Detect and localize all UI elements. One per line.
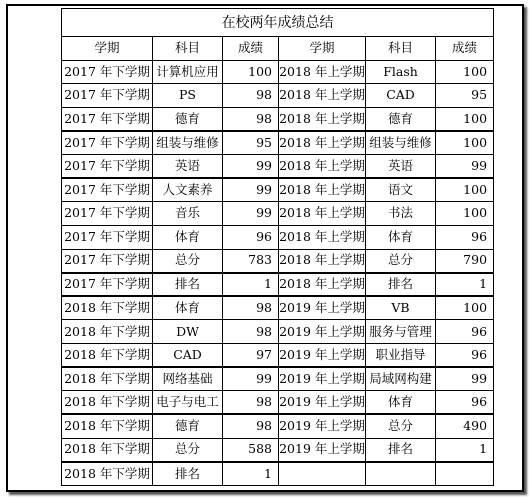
table-cell: 1 [223,462,279,486]
table-cell: 人文素养 [153,178,223,202]
table-cell: 局域网构建 [366,367,436,391]
header-cell: 学期 [279,37,366,61]
table-row [62,131,494,155]
table-cell: Flash [366,60,436,84]
table-row [62,178,494,202]
table-cell: 2018 年下学期 [62,367,153,391]
table-cell: 96 [436,226,494,250]
table-cell: 99 [223,202,279,226]
table-cell: 2017 年下学期 [62,107,153,131]
table-cell: 96 [436,344,494,368]
table-cell: 总分 [153,249,223,273]
table-cell: 95 [223,131,279,155]
table-cell: CAD [366,84,436,108]
table-cell: 总分 [366,249,436,273]
table-cell: 2018 年上学期 [279,178,366,202]
table-row [62,226,494,250]
table-cell: 2018 年上学期 [279,60,366,84]
table-cell: VB [366,296,436,320]
table-cell: 排名 [153,462,223,486]
table-row [62,391,494,415]
table-row [62,344,494,368]
table-cell: 2018 年下学期 [62,391,153,415]
table-title: 在校两年成绩总结 [62,9,494,37]
table-cell: 2017 年下学期 [62,249,153,273]
table-cell: 2018 年上学期 [279,273,366,297]
table-row [62,84,494,108]
table-cell: 98 [223,414,279,438]
table-cell: 98 [223,107,279,131]
table-cell: 总分 [366,414,436,438]
table-cell: 100 [436,107,494,131]
table-cell: 2017 年下学期 [62,178,153,202]
table-cell: 96 [436,320,494,344]
table-row [62,249,494,273]
table-row [62,367,494,391]
table-cell: 网络基础 [153,367,223,391]
table-cell: 2019 年上学期 [279,320,366,344]
table-cell: 体育 [153,226,223,250]
table-cell: 2018 年下学期 [62,344,153,368]
table-cell: 95 [436,84,494,108]
table-cell: 2017 年下学期 [62,60,153,84]
table-cell: 790 [436,249,494,273]
table-row [62,202,494,226]
table-cell: 英语 [366,155,436,179]
table-row [62,414,494,438]
header-row [62,37,494,61]
table-cell: 99 [223,367,279,391]
table-cell: 2018 年上学期 [279,226,366,250]
table-cell: 英语 [153,155,223,179]
table-cell: 1 [436,273,494,297]
table-cell: 2017 年下学期 [62,155,153,179]
table-cell: CAD [153,344,223,368]
table-cell: 排名 [153,273,223,297]
table-cell: 2018 年下学期 [62,438,153,462]
table-cell: 98 [223,391,279,415]
table-cell: DW [153,320,223,344]
table-cell: 100 [436,178,494,202]
table-row [62,296,494,320]
table-cell: 2017 年下学期 [62,273,153,297]
table-cell: 2018 年上学期 [279,202,366,226]
table-cell: 2018 年上学期 [279,131,366,155]
table-cell: 98 [223,296,279,320]
table-cell: 99 [436,367,494,391]
table-cell: 99 [223,155,279,179]
table-cell: 排名 [366,438,436,462]
table-cell: 100 [223,60,279,84]
table-cell: PS [153,84,223,108]
grade-summary-table [61,8,494,486]
table-cell: 2018 年上学期 [279,107,366,131]
table-cell: 德育 [153,414,223,438]
table-cell: 计算机应用 [153,60,223,84]
header-cell: 学期 [62,37,153,61]
table-cell: 2018 年下学期 [62,296,153,320]
table-cell: 99 [436,155,494,179]
table-cell: 2018 年下学期 [62,414,153,438]
table-row [62,273,494,297]
table-cell: 电子与电工 [153,391,223,415]
table-cell [279,462,366,486]
table-row [62,320,494,344]
table-cell: 2018 年上学期 [279,84,366,108]
table-cell: 2019 年上学期 [279,391,366,415]
table-cell: 2018 年上学期 [279,155,366,179]
table-cell: 588 [223,438,279,462]
header-cell: 科目 [153,37,223,61]
table-cell: 总分 [153,438,223,462]
table-cell: 98 [223,84,279,108]
table-cell: 1 [436,438,494,462]
table-cell: 德育 [366,107,436,131]
table-cell: 100 [436,131,494,155]
table-cell: 2019 年上学期 [279,296,366,320]
table-cell: 2017 年下学期 [62,226,153,250]
table-cell: 2017 年下学期 [62,131,153,155]
table-cell: 783 [223,249,279,273]
table-cell: 音乐 [153,202,223,226]
header-cell: 成绩 [436,37,494,61]
table-cell: 体育 [366,391,436,415]
table-cell: 97 [223,344,279,368]
table-row [62,438,494,462]
table-cell: 490 [436,414,494,438]
table-cell: 德育 [153,107,223,131]
table-cell: 1 [223,273,279,297]
table-row [62,60,494,84]
table-cell: 2018 年上学期 [279,249,366,273]
table-cell: 2017 年下学期 [62,84,153,108]
table-row [62,155,494,179]
table-cell: 体育 [153,296,223,320]
table-cell: 体育 [366,226,436,250]
table-cell: 100 [436,202,494,226]
table-cell: 98 [223,320,279,344]
table-cell: 组装与维修 [366,131,436,155]
table-cell: 职业指导 [366,344,436,368]
table-cell: 100 [436,296,494,320]
table-cell: 2019 年上学期 [279,438,366,462]
table-cell: 2019 年上学期 [279,344,366,368]
table-cell: 排名 [366,273,436,297]
table-row [62,107,494,131]
header-cell: 成绩 [223,37,279,61]
table-cell: 96 [436,391,494,415]
table-cell: 100 [436,60,494,84]
table-cell: 语文 [366,178,436,202]
table-cell: 99 [223,178,279,202]
table-cell: 书法 [366,202,436,226]
table-cell: 服务与管理 [366,320,436,344]
table-cell: 2019 年上学期 [279,414,366,438]
header-cell: 科目 [366,37,436,61]
table-cell: 2018 年下学期 [62,320,153,344]
table-row [62,462,494,486]
table-cell: 2019 年上学期 [279,367,366,391]
table-cell: 96 [223,226,279,250]
table-cell: 2018 年下学期 [62,462,153,486]
table-cell: 2017 年下学期 [62,202,153,226]
table-cell [366,462,436,486]
table-cell [436,462,494,486]
table-cell: 组装与维修 [153,131,223,155]
